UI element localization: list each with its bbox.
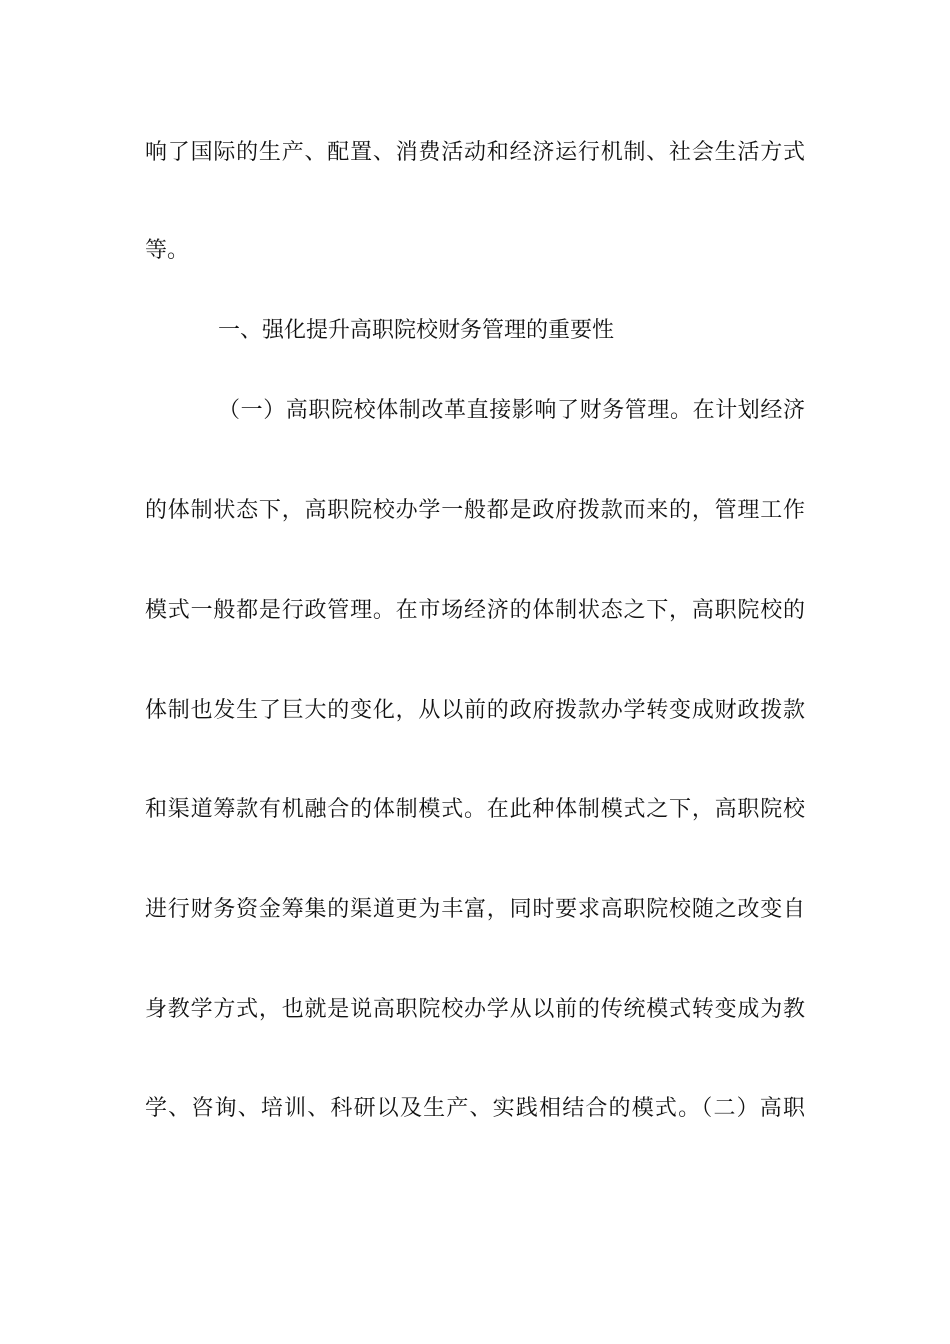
paragraph-line-3: 的体制状态下，高职院校办学一般都是政府拨款而来的，管理工作 <box>145 498 805 523</box>
subsection-first-line: （一）高职院校体制改革直接影响了财务管理。在计划经济 <box>218 398 805 423</box>
paragraph-line-1: 响了国际的生产、配置、消费活动和经济运行机制、社会生活方式 <box>145 140 805 165</box>
paragraph-line-5: 体制也发生了巨大的变化，从以前的政府拨款办学转变成财政拨款 <box>145 698 805 723</box>
paragraph-line-7: 进行财务资金筹集的渠道更为丰富，同时要求高职院校随之改变自 <box>145 897 805 922</box>
paragraph-line-9: 学、咨询、培训、科研以及生产、实践相结合的模式。（二）高职 <box>145 1096 805 1121</box>
section-heading: 一、强化提升高职院校财务管理的重要性 <box>218 318 615 343</box>
paragraph-line-6: 和渠道筹款有机融合的体制模式。在此种体制模式之下，高职院校 <box>145 797 805 822</box>
paragraph-line-2: 等。 <box>145 238 190 263</box>
paragraph-line-8: 身教学方式，也就是说高职院校办学从以前的传统模式转变成为教 <box>145 997 805 1022</box>
paragraph-line-4: 模式一般都是行政管理。在市场经济的体制状态之下，高职院校的 <box>145 598 805 623</box>
